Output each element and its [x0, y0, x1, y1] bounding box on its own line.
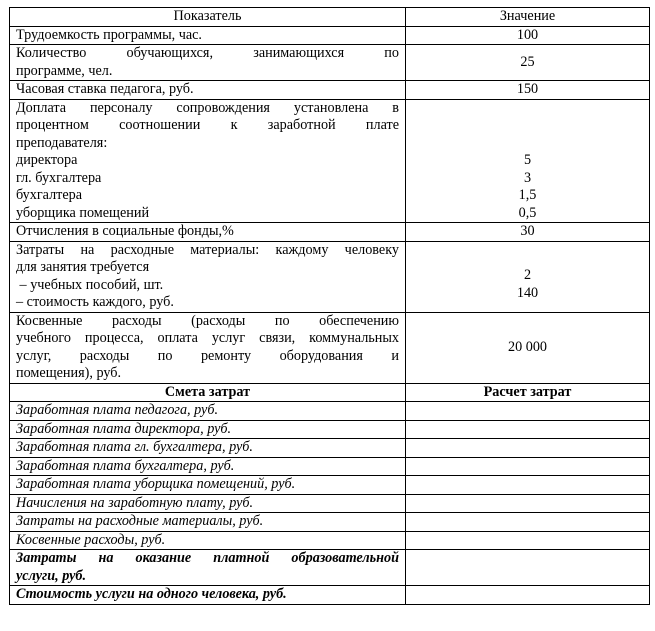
materials-item-value: 140	[516, 284, 539, 301]
staff-item-label: уборщика помещений	[16, 204, 150, 221]
estimate-header-right: Расчет затрат	[406, 383, 650, 402]
table-row	[10, 26, 650, 45]
estimate-row	[10, 513, 650, 532]
estimate-cell[interactable]	[406, 402, 650, 421]
table-row	[10, 312, 650, 383]
row-label: Часовая ставка педагога, руб.	[10, 81, 406, 100]
header-value: Значение	[406, 8, 650, 27]
estimate-row	[10, 531, 650, 550]
social-label: Отчисления в социальные фонды,%	[10, 223, 406, 242]
estimate-label: Заработная плата педагога, руб.	[10, 402, 406, 421]
per-person-cell[interactable]	[406, 586, 650, 605]
estimate-row	[10, 476, 650, 495]
row-label: Трудоемкость программы, час.	[10, 26, 406, 45]
estimate-label: Косвенные расходы, руб.	[10, 531, 406, 550]
table-header-row	[10, 8, 650, 27]
estimate-row	[10, 457, 650, 476]
estimate-cell[interactable]	[406, 494, 650, 513]
staff-item-label: директора	[16, 152, 78, 168]
estimate-header-left: Смета затрат	[10, 383, 406, 402]
staff-item-label: гл. бухгалтера	[16, 169, 102, 186]
cost-table	[9, 7, 650, 605]
row-label-line: Количество обучающихся, занимающихся по	[16, 45, 399, 61]
staff-intro-line: Доплата персоналу сопровождения установлена в	[16, 99, 399, 116]
indirect-line: помещения), руб.	[16, 365, 122, 381]
total-service-label	[10, 550, 406, 586]
per-person-row	[10, 586, 650, 605]
estimate-label: Заработная плата гл. бухгалтера, руб.	[10, 439, 406, 458]
row-value: 150	[406, 81, 650, 100]
total-service-line: Затраты на оказание платной образовательной	[16, 550, 399, 566]
table-row	[10, 241, 650, 312]
staff-surcharge-label	[10, 99, 406, 223]
estimate-label: Заработная плата директора, руб.	[10, 420, 406, 439]
estimate-row	[10, 420, 650, 439]
materials-label	[10, 241, 406, 312]
estimate-label: Заработная плата уборщика помещений, руб.	[10, 476, 406, 495]
materials-item-label: – стоимость каждого, руб.	[16, 294, 174, 310]
estimate-cell[interactable]	[406, 439, 650, 458]
row-label-line: программе, чел.	[16, 62, 113, 79]
estimate-label: Заработная плата бухгалтера, руб.	[10, 457, 406, 476]
row-value: 100	[406, 26, 650, 45]
total-service-line: услуги, руб.	[16, 567, 87, 584]
staff-item-value: 1,5	[518, 187, 537, 203]
estimate-header-row	[10, 383, 650, 402]
staff-item-label: бухгалтера	[16, 187, 83, 203]
materials-item-label: – учебных пособий, шт.	[16, 276, 164, 293]
table-row	[10, 81, 650, 100]
estimate-cell[interactable]	[406, 420, 650, 439]
total-service-cell[interactable]	[406, 550, 650, 586]
indirect-value: 20 000	[406, 312, 650, 383]
staff-item-value: 3	[523, 169, 532, 186]
row-value: 25	[406, 45, 650, 81]
total-row	[10, 550, 650, 586]
materials-values	[406, 241, 650, 312]
estimate-label: Затраты на расходные материалы, руб.	[10, 513, 406, 532]
indirect-line: учебного процесса, оплата услуг связи, коммунальных	[16, 330, 399, 346]
indirect-line: услуг, расходы по ремонту оборудования и	[16, 347, 399, 364]
estimate-cell[interactable]	[406, 513, 650, 532]
table-row	[10, 45, 650, 81]
staff-item-value: 0,5	[518, 204, 537, 221]
estimate-row	[10, 494, 650, 513]
social-value: 30	[406, 223, 650, 242]
materials-intro-line: Затраты на расходные материалы: каждому человеку	[16, 241, 399, 258]
estimate-row	[10, 439, 650, 458]
staff-intro-line: процентном соотношении к заработной плате	[16, 117, 399, 133]
estimate-cell[interactable]	[406, 531, 650, 550]
estimate-label: Начисления на заработную плату, руб.	[10, 494, 406, 513]
header-indicator: Показатель	[10, 8, 406, 27]
row-label	[10, 45, 406, 81]
indirect-label	[10, 312, 406, 383]
estimate-cell[interactable]	[406, 457, 650, 476]
estimate-cell[interactable]	[406, 476, 650, 495]
materials-item-value: 2	[523, 267, 532, 283]
per-person-label: Стоимость услуги на одного человека, руб.	[10, 586, 406, 605]
staff-surcharge-values	[406, 99, 650, 223]
estimate-row	[10, 402, 650, 421]
staff-intro-line: преподавателя:	[16, 134, 108, 151]
staff-item-value: 5	[523, 152, 532, 168]
table-row	[10, 99, 650, 223]
materials-intro-line: для занятия требуется	[16, 259, 150, 275]
indirect-line: Косвенные расходы (расходы по обеспечению	[16, 312, 399, 329]
table-row	[10, 223, 650, 242]
